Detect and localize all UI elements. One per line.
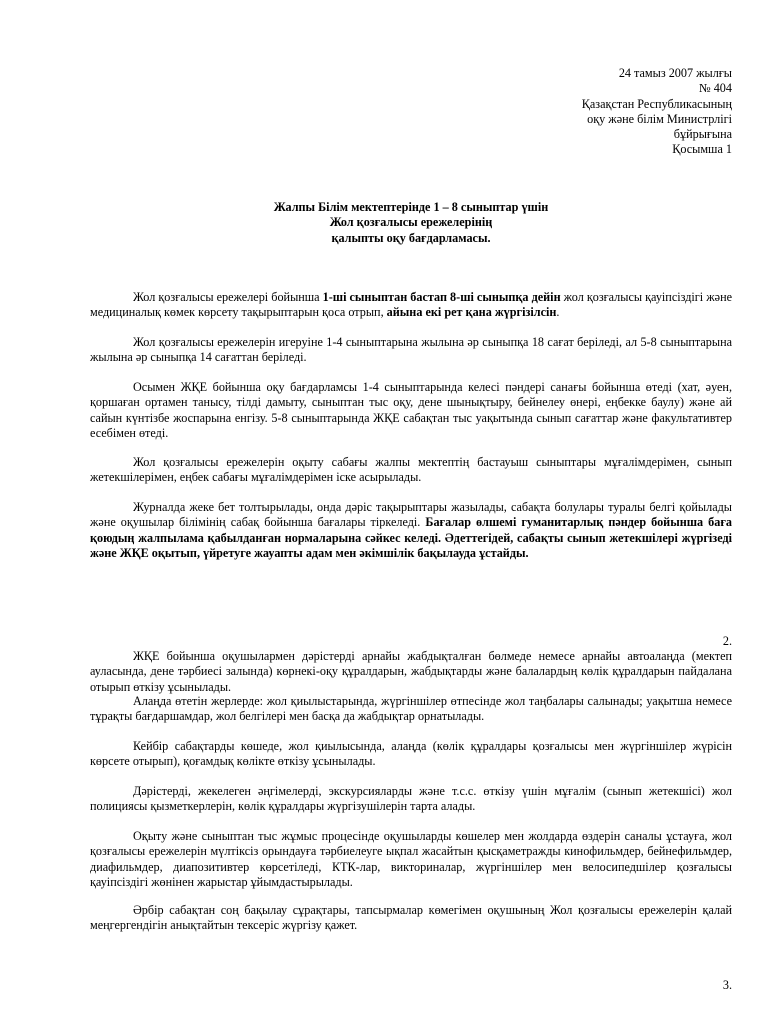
p1-text-c: жол қозғалысы қауіпсіздігі және медициналық көмек көрсету тақырыптарын қоса отрып, (90, 290, 732, 320)
p1-text-e: . (556, 305, 560, 320)
p5-text-a: Журналда жеке бет толтырылады, онда дәріс тақырыптары жазылады, сабақта болулары туралы белгі қойылады және оқушылар білімінің сабақ бойынша бағалары тіркеледі. (90, 500, 732, 530)
p1-text-a: Жол қозғалысы ережелері бойынша (133, 290, 323, 304)
p2-text: Жол қозғалысы ережелерін игеруіне 1-4 сыныптарына жылына әр сыныпқа 18 сағат беріледі, ал 5-8 сыныптарына жылына әр сыныпқа 14 сағаттан беріледі. (90, 335, 732, 365)
paragraph-10 (90, 829, 732, 890)
paragraph-3 (90, 380, 732, 441)
order-header (332, 66, 732, 158)
header-line-3: Қазақстан Республикасының (581, 96, 732, 111)
paragraph-4 (90, 455, 732, 486)
p3-text: Осымен ЖҚЕ бойынша оқу бағдарламсы 1-4 сыныптарында келесі пәндері санағы бойынша өтеді (хат, әуен, қоршаған ортамен танысу, тілді дамыту, сыныптан тыс оқу, дене шынықтыру, бейнелеу өнері, еңбекке баулу) және ай сайын күнтізбе жоспарына енгізу. 5-8 сыныптарында ЖҚЕ сабақтан тыс уақытында сынып сағаттар және факультативтер есебімен өтеді. (90, 380, 732, 440)
p6-text: ЖҚЕ бойынша оқушылармен дәрістерді арнайы жабдықталған бөлмеде немесе арнайы автоалаңда (мектеп ауласында, дене тәрбиесі залында) көрнекі-оқу құралдарын, жабдықтарды және балалардың көлік құралдарын пайдалана отырып өткізу ұсынылады. (90, 649, 732, 694)
header-line-4: оқу және білім Министрлігі (587, 111, 732, 126)
header-number: № 404 (699, 81, 732, 96)
header-line-5: бұйрығына (673, 127, 732, 142)
p5-bold-b: Бағалар өлшемі гуманитарлық пәндер бойынша баға қоюдың жалпылама қабылданған нормаларына сәйкес келеді. Әдеттегідей, сабақты сынып жетекшілері жүргізеді және ЖҚЕ оқытып, үйретуге жауапты адам мен әкімшілік бақылауда ұстайды. (90, 515, 732, 560)
page-number-2: 2. (722, 634, 732, 648)
title-line-3: қалыпты оқу бағдарламасы. (331, 230, 491, 245)
title-line-1: Жалпы Білім мектептерінде 1 – 8 сыныптар үшін (273, 200, 549, 214)
paragraph-2 (90, 335, 732, 366)
p10-text: Оқыту және сыныптан тыс жұмыс процесінде оқушыларды көшелер мен жолдарда өздерін саналы ұстауға, жол қозғалысы ережелерін мүлтіксіз орындауға тәрбиелеуге ықпал жасайтын қысқаметражды кинофильмдер, бейнефильмдер, диафильмдер, диапозитивтер көрсетіледі, КТК-лар, викториналар, жүргіншілер мен велосипедшілер қозғалысы қауіпсіздігі жөнінен жарыстар ұйымдастырылады. (90, 829, 732, 889)
p4-text: Жол қозғалысы ережелерін оқыту сабағы жалпы мектептің бастауыш сыныптары мұғалімдерімен, сынып жетекшілерімен, еңбек сабағы мұғалімдерімен іске асырылады. (90, 455, 732, 485)
p7-text: Алаңда өтетін жерлерде: жол қиылыстарында, жүргіншілер өтпесінде жол таңбалары салынады; уақытша немесе тұрақты бағдаршамдар, жол белгілері мен басқа да жабдықтар орнатылады. (90, 694, 732, 724)
p1-bold-b: 1-ші сыныптан бастап 8-ші сыныпқа дейін (322, 290, 561, 304)
paragraph-9 (90, 784, 732, 815)
p11-text: Әрбір сабақтан соң бақылау сұрақтары, тапсырмалар көмегімен оқушының Жол қозғалысы ережелерін қалай меңгергендігін анықтайтын тексеріс жүргізу қажет. (90, 903, 732, 933)
paragraph-8 (90, 739, 732, 770)
paragraph-6 (90, 649, 732, 695)
paragraph-11 (90, 903, 732, 934)
header-appendix: Қосымша 1 (672, 142, 732, 157)
header-date: 24 тамыз 2007 жылғы (618, 66, 732, 80)
paragraph-1 (90, 290, 732, 321)
p8-text: Кейбір сабақтарды көшеде, жол қиылысында, алаңда (көлік құралдары қозғалысы мен жүргіншілер жүрісін көрсете отырып), қоғамдық көлікте өткізу ұсынылады. (90, 739, 732, 769)
title-line-2: Жол қозғалысы ережелерінің (329, 215, 493, 230)
paragraph-7 (90, 694, 732, 725)
p9-text: Дәрістерді, жекелеген әңгімелерді, экскурсияларды және т.с.с. өткізу үшін мұғалім (сынып жетекшісі) жол полициясы қызметкерлерін, көлік құралдары жүргізушілерін тарта алады. (90, 784, 732, 814)
p1-bold-d: айына екі рет қана жүргізілсін (386, 305, 557, 320)
document-title (90, 200, 732, 246)
paragraph-5 (90, 500, 732, 561)
page-number-3: 3. (722, 978, 732, 992)
